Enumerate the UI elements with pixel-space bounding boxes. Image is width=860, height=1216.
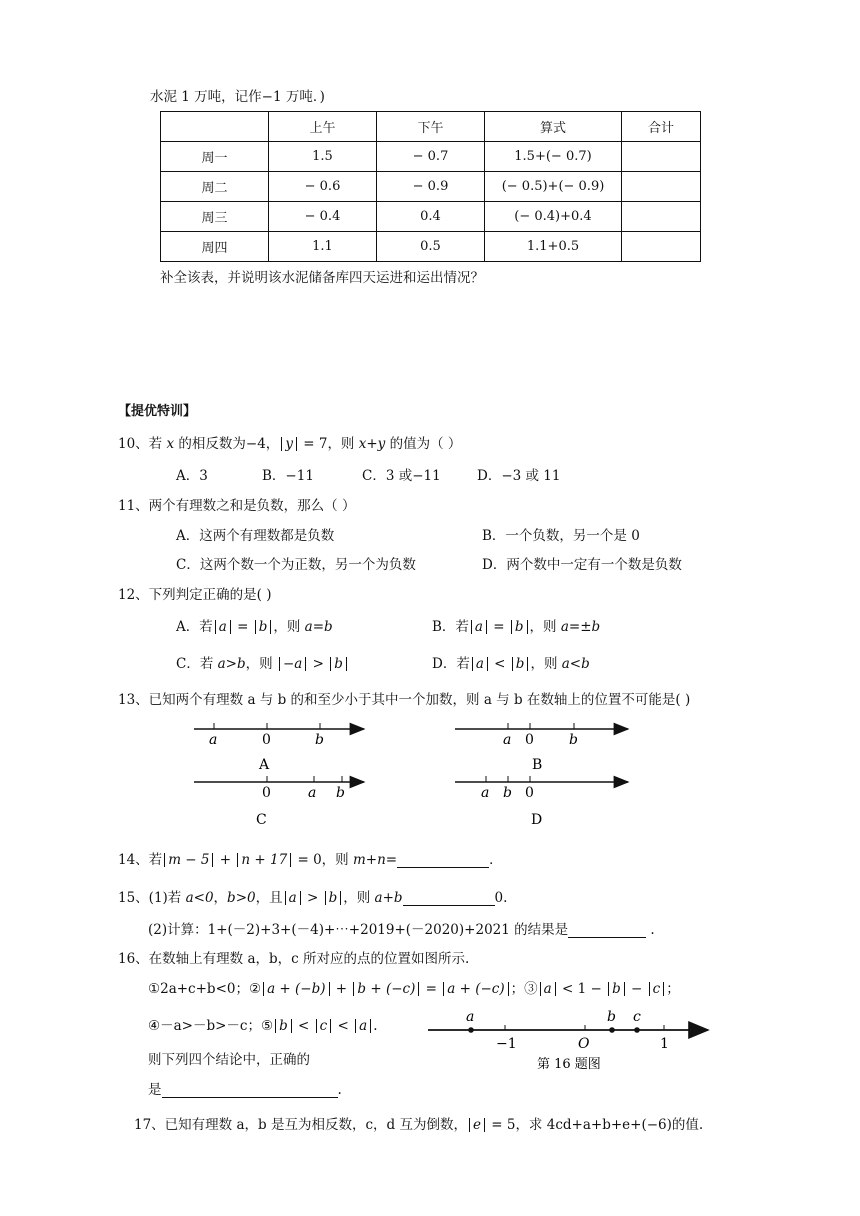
q11-option-d: D．两个数中一定有一个数是负数 bbox=[482, 557, 682, 573]
q16-minus: − bbox=[626, 981, 647, 997]
q13-a-mark-0: 0 bbox=[262, 732, 271, 748]
q16-label-a: a bbox=[466, 1009, 475, 1025]
table-header-cell bbox=[161, 112, 269, 142]
q15-sep2: ，且 bbox=[255, 890, 283, 906]
q13-line-d bbox=[455, 776, 628, 828]
q13-line-c bbox=[194, 776, 364, 828]
q15-part2-blank[interactable] bbox=[568, 923, 646, 938]
q13-d-label: D bbox=[531, 812, 543, 828]
q10-pre: 10、若 bbox=[118, 436, 167, 452]
q13-b-mark-a: a bbox=[503, 732, 512, 748]
q15-cond-a: a<0 bbox=[185, 890, 214, 906]
q14-answer-blank[interactable] bbox=[397, 853, 489, 868]
q14-expr: m+n= bbox=[352, 852, 398, 868]
table-cell: (− 0.4)+0.4 bbox=[485, 202, 622, 232]
q14-plus: + bbox=[215, 852, 236, 868]
q16-abs-3: a + (−c) bbox=[443, 982, 508, 996]
q12-a-abs-left: a bbox=[215, 620, 231, 634]
q16-statements-1 bbox=[148, 977, 680, 997]
q15-post: ，则 bbox=[343, 890, 375, 906]
q16-figure-caption: 第 16 题图 bbox=[537, 1057, 601, 1072]
q13-c-mark-a: a bbox=[308, 785, 317, 801]
q16-abs-6: c bbox=[649, 982, 665, 996]
q12-c-post: ，则 bbox=[245, 656, 277, 672]
q12-b-abs-right: b bbox=[511, 620, 528, 634]
q16-abs-5: b bbox=[608, 982, 625, 996]
table-cell: 0.5 bbox=[377, 232, 485, 262]
q11-option-c: C．这两个数一个为正数，另一个为负数 bbox=[176, 557, 416, 573]
q17-pre: 17、已知有理数 a，b 是互为相反数，c，d 互为倒数， bbox=[134, 1117, 467, 1133]
q13-number-lines bbox=[0, 715, 860, 835]
q10-abs-y: y bbox=[281, 437, 297, 451]
q16-lt1: < bbox=[293, 1018, 314, 1034]
table-cell: 1.1 bbox=[269, 232, 377, 262]
q16-abs-a: a bbox=[355, 1019, 371, 1033]
question-15-part-2 bbox=[148, 918, 655, 938]
question-14 bbox=[118, 848, 503, 868]
q14-abs-m: m − 5 bbox=[164, 853, 213, 867]
q15-end: 0. bbox=[494, 890, 508, 906]
table-header-cell: 算式 bbox=[485, 112, 622, 142]
q16-lt2: < bbox=[333, 1018, 354, 1034]
q12-a-post: ，则 bbox=[273, 619, 305, 635]
q13-a-mark-a: a bbox=[209, 732, 218, 748]
q12-b-concl: a=±b bbox=[560, 619, 601, 635]
q13-line-a bbox=[194, 723, 364, 773]
table-cell bbox=[622, 202, 701, 232]
q14-mid: ，则 bbox=[321, 852, 353, 868]
q16-lt: < 1 − bbox=[557, 981, 607, 997]
q16-abs-c: c bbox=[316, 1019, 332, 1033]
q14-post: ． bbox=[489, 852, 503, 868]
table-header-row bbox=[161, 112, 701, 142]
q12-c-cond: a>b bbox=[217, 656, 246, 672]
table-cell: − 0.7 bbox=[377, 142, 485, 172]
q10-option-d: D．−3 或 11 bbox=[477, 468, 561, 484]
q16-point-b bbox=[609, 1027, 615, 1033]
q13-c-mark-0: 0 bbox=[262, 785, 271, 801]
table-row bbox=[161, 172, 701, 202]
table-header-cell: 合计 bbox=[622, 112, 701, 142]
table-cell: 1.5+(− 0.7) bbox=[485, 142, 622, 172]
q17-abs-e: e bbox=[469, 1118, 485, 1132]
q12-b-pre: B．若 bbox=[432, 619, 469, 635]
q12-a-abs-right: b bbox=[255, 620, 272, 634]
q15-expr: a+b bbox=[374, 890, 403, 906]
q16-end: ； bbox=[666, 981, 680, 997]
table-cell: 1.1+0.5 bbox=[485, 232, 622, 262]
q14-abs-n: n + 17 bbox=[237, 853, 291, 867]
q10-option-a: A．3 bbox=[176, 468, 208, 484]
table-cell bbox=[622, 142, 701, 172]
q16-label-o: O bbox=[578, 1036, 590, 1052]
q15-op: > bbox=[302, 890, 323, 906]
table-cell: 0.4 bbox=[377, 202, 485, 232]
q12-a-eq: = bbox=[232, 619, 253, 635]
q13-d-mark-a: a bbox=[481, 785, 490, 801]
intro-text: 水泥 1 万吨，记作−1 万吨．) bbox=[150, 89, 325, 105]
q15-part1-blank[interactable] bbox=[403, 891, 495, 906]
q12-c-abs-left: −a bbox=[279, 657, 306, 671]
q17-eq: = 5 bbox=[486, 1117, 516, 1133]
q15-part2-text: (2)计算：1+(－2)+3+(－4)+⋯+2019+(－2020)+2021 的结果是 bbox=[148, 922, 569, 938]
q10-eq: = 7 bbox=[298, 436, 328, 452]
q12-a-concl: a=b bbox=[304, 619, 333, 635]
table-cell: 1.5 bbox=[269, 142, 377, 172]
q12-d-concl: a<b bbox=[561, 656, 590, 672]
q16-conclusion-line-2 bbox=[148, 1078, 342, 1098]
q11-option-a: A．这两个有理数都是负数 bbox=[176, 528, 335, 544]
q16-abs-1: a + (−b) bbox=[263, 982, 329, 996]
q12-option-d bbox=[432, 652, 590, 672]
q11-option-b: B．一个负数，另一个是 0 bbox=[482, 528, 640, 544]
q14-eq: = 0 bbox=[293, 852, 322, 868]
q13-b-mark-0: 0 bbox=[525, 732, 534, 748]
q17-post: ，求 4cd+a+b+e+(−6)的值. bbox=[515, 1117, 704, 1133]
q13-c-mark-b: b bbox=[336, 785, 345, 801]
q16-s2: ④－a>－b>－c；⑤ bbox=[148, 1018, 274, 1034]
q12-d-pre: D．若 bbox=[432, 656, 470, 672]
q10-option-c: C．3 或−11 bbox=[362, 468, 441, 484]
question-17 bbox=[134, 1113, 703, 1133]
q10-mid2: ，则 bbox=[327, 436, 359, 452]
q16-sep: ；③ bbox=[510, 981, 538, 997]
question-12: 12、下列判定正确的是( ) bbox=[118, 587, 272, 603]
table-header-cell: 下午 bbox=[377, 112, 485, 142]
q16-abs-4: a bbox=[540, 982, 556, 996]
section-title: 【提优特训】 bbox=[118, 404, 197, 419]
q13-b-mark-b: b bbox=[569, 732, 578, 748]
question-16: 16、在数轴上有理数 a，b，c 所对应的点的位置如图所示. bbox=[118, 951, 470, 967]
table-row bbox=[161, 232, 701, 262]
question-10 bbox=[118, 432, 461, 452]
q10-expr: x+y bbox=[358, 436, 386, 452]
cement-table bbox=[160, 111, 701, 262]
q12-d-post: ，则 bbox=[530, 656, 562, 672]
table-row bbox=[161, 142, 701, 172]
table-cell: 周四 bbox=[161, 232, 269, 262]
q12-c-pre: C．若 bbox=[176, 656, 218, 672]
table-cell: 周二 bbox=[161, 172, 269, 202]
q14-pre: 14、若 bbox=[118, 852, 163, 868]
q12-d-abs-right: b bbox=[512, 657, 529, 671]
q12-a-pre: A．若 bbox=[176, 619, 213, 635]
table-header-cell: 上午 bbox=[269, 112, 377, 142]
q16-point-c bbox=[634, 1027, 640, 1033]
q12-option-a bbox=[176, 615, 333, 635]
q13-c-label: C bbox=[256, 812, 267, 828]
table-row bbox=[161, 202, 701, 232]
q16-answer-blank[interactable] bbox=[162, 1083, 338, 1098]
q13-a-mark-b: b bbox=[315, 732, 324, 748]
q16-s2-end: . bbox=[373, 1018, 378, 1034]
question-15-part-1 bbox=[118, 886, 507, 906]
q16-label-neg1: −1 bbox=[496, 1036, 517, 1052]
q15-part2-end: . bbox=[646, 922, 655, 938]
q16-plus: + bbox=[331, 981, 352, 997]
q16-eq: = bbox=[421, 981, 442, 997]
q16-abs-2: b + (−c) bbox=[353, 982, 419, 996]
q16-s1: ①2a+c+b<0；② bbox=[148, 981, 262, 997]
q16-point-a bbox=[468, 1027, 474, 1033]
q16-label-c: c bbox=[633, 1009, 641, 1025]
q12-d-op: < bbox=[489, 656, 510, 672]
q15-abs-b: b bbox=[325, 891, 342, 905]
q16-concl-word: 是 bbox=[148, 1082, 162, 1098]
q16-concl-end: . bbox=[337, 1082, 342, 1098]
q13-b-label: B bbox=[532, 757, 543, 773]
q10-mid: 的相反数为−4， bbox=[174, 436, 280, 452]
table-cell: 周一 bbox=[161, 142, 269, 172]
q16-label-b: b bbox=[607, 1009, 616, 1025]
q13-d-mark-b: b bbox=[503, 785, 512, 801]
table-cell: − 0.9 bbox=[377, 172, 485, 202]
q15-cond-b: b>0 bbox=[227, 890, 256, 906]
q13-d-mark-0: 0 bbox=[525, 785, 534, 801]
q12-b-eq: = bbox=[488, 619, 509, 635]
table-cell: 周三 bbox=[161, 202, 269, 232]
question-13: 13、已知两个有理数 a 与 b 的和至少小于其中一个加数，则 a 与 b 在数轴上的位置不可能是( ) bbox=[118, 692, 691, 708]
table-cell: − 0.6 bbox=[269, 172, 377, 202]
q13-a-label: A bbox=[259, 757, 270, 773]
question-11: 11、两个有理数之和是负数，那么（ ） bbox=[118, 498, 356, 514]
table-cell: − 0.4 bbox=[269, 202, 377, 232]
table-cell bbox=[622, 172, 701, 202]
q12-c-op: > bbox=[308, 656, 329, 672]
q12-b-abs-left: a bbox=[471, 620, 487, 634]
table-instruction: 补全该表，并说明该水泥储备库四天运进和运出情况？ bbox=[160, 270, 484, 286]
q16-conclusion-line-1: 则下列四个结论中，正确的 bbox=[148, 1052, 310, 1068]
q13-line-b bbox=[455, 723, 628, 773]
q10-var-x: x bbox=[166, 436, 175, 452]
q12-d-abs-left: a bbox=[472, 657, 488, 671]
q15-abs-a: a bbox=[285, 891, 301, 905]
q15-sep: ， bbox=[213, 890, 228, 906]
table-cell bbox=[622, 232, 701, 262]
q10-post: 的值为（ ） bbox=[385, 436, 462, 452]
q12-c-abs-right: b bbox=[330, 657, 347, 671]
q16-figure bbox=[0, 1005, 860, 1075]
q16-label-1: 1 bbox=[660, 1036, 669, 1052]
table-cell: (− 0.5)+(− 0.9) bbox=[485, 172, 622, 202]
q12-option-b bbox=[432, 615, 600, 635]
q10-option-b: B．−11 bbox=[262, 468, 314, 484]
q15-pre: 15、(1)若 bbox=[118, 890, 186, 906]
q12-option-c bbox=[176, 652, 349, 672]
q12-b-post: ，则 bbox=[529, 619, 561, 635]
q16-abs-b: b bbox=[275, 1019, 292, 1033]
